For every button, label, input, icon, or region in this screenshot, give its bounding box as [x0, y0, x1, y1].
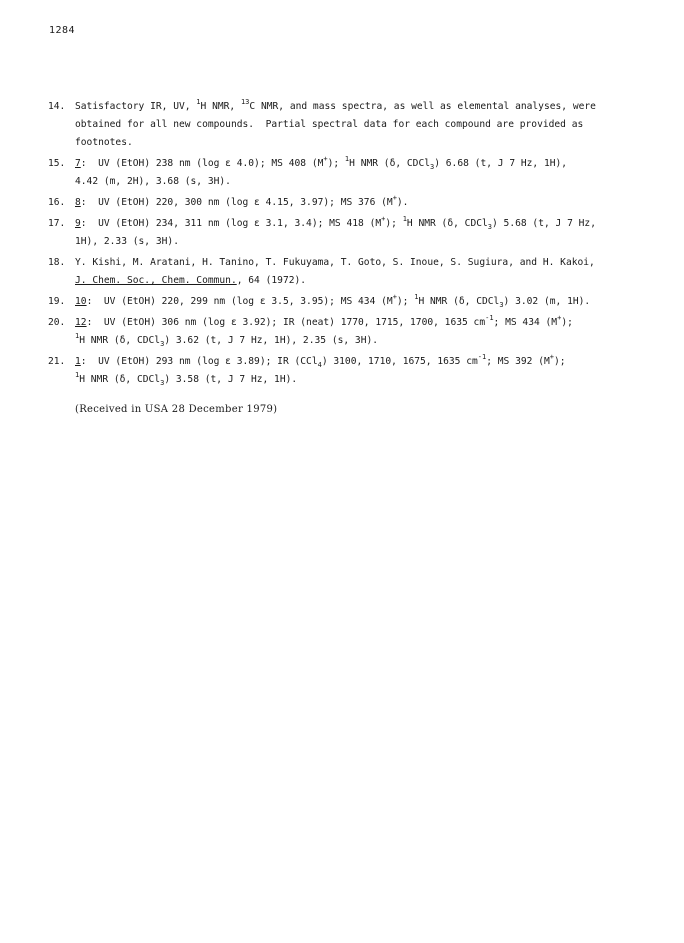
footnote-line: Y. Kishi, M. Aratani, H. Tanino, T. Fukuyama, T. Goto, S. Inoue, S. Sugiura, and H. Kakoi,: [75, 257, 595, 268]
footnote-text: [75, 194, 648, 212]
footnote-number: 20.: [48, 317, 66, 328]
footnote-list: [48, 98, 648, 392]
footnote: [48, 98, 648, 152]
footnote-line: $^1$H NMR (δ, CDCl$_3$) 3.58 (t, J 7 Hz, 1H).: [75, 371, 298, 387]
footnote-number: 19.: [48, 296, 66, 307]
footnote: [48, 314, 648, 350]
received-date: (Received in USA 28 December 1979): [75, 404, 278, 415]
footnote-line: 10: UV (EtOH) 220, 299 nm (log ε 3.5, 3.95); MS 434 (M+); $^1$H NMR (δ, CDCl$_3$) 3.02 (m, 1H).: [75, 293, 591, 309]
footnote: [48, 194, 648, 212]
footnote-number: 15.: [48, 158, 66, 169]
footnote-line: 9: UV (EtOH) 234, 311 nm (log ε 3.1, 3.4); MS 418 (M+); $^1$H NMR (δ, CDCl$_3$) 5.68 (t, J 7 Hz,: [75, 215, 596, 231]
footnote-line: 7: UV (EtOH) 238 nm (log ε 4.0); MS 408 (M+); $^1$H NMR (δ, CDCl$_3$) 6.68 (t, J 7 Hz, 1H),: [75, 155, 568, 171]
footnote: [48, 215, 648, 251]
footnote-number: 14.: [48, 101, 66, 112]
footnote-line: 12: UV (EtOH) 306 nm (log ε 3.92); IR (neat) 1770, 1715, 1700, 1635 $cm^{-1}$; MS 434 (M+);: [75, 314, 573, 328]
footnote-number: 17.: [48, 218, 66, 229]
footnote: [48, 293, 648, 311]
footnote-text: [75, 98, 648, 152]
footnote-text: [75, 314, 648, 350]
footnote-text: [75, 155, 648, 191]
footnote-text: [75, 293, 648, 311]
footnote-line: 4.42 (m, 2H), 3.68 (s, 3H).: [75, 176, 231, 187]
footnote-text: [75, 353, 648, 389]
footnote-text: [75, 215, 648, 251]
footnote-line: 8: UV (EtOH) 220, 300 nm (log ε 4.15, 3.97); MS 376 (M+).: [75, 194, 409, 208]
footnote-line: obtained for all new compounds. Partial spectral data for each compound are provided as: [75, 119, 584, 130]
footnote-line: J. Chem. Soc., Chem. Commun., 64 (1972).: [75, 275, 307, 286]
footnote-line: 1H), 2.33 (s, 3H).: [75, 236, 179, 247]
page-number: 1284: [49, 25, 76, 36]
footnote-line: Satisfactory IR, UV, $^1$H NMR, $^{13}$C NMR, and mass spectra, as well as elemental analyses, were: [75, 98, 596, 112]
footnote-number: 21.: [48, 356, 66, 367]
footnote: [48, 353, 648, 389]
footnote-number: 18.: [48, 257, 66, 268]
footnote: [48, 155, 648, 191]
footnote-text: [75, 254, 648, 290]
footnote: [48, 254, 648, 290]
footnote-number: 16.: [48, 197, 66, 208]
footnote-line: footnotes.: [75, 137, 133, 148]
footnote-line: 1: UV (EtOH) 293 nm (log ε 3.89); IR (CCl$_4$) 3100, 1710, 1675, 1635 $cm^{-1}$; MS 392 (M+);: [75, 353, 566, 369]
footnote-line: $^1$H NMR (δ, CDCl$_3$) 3.62 (t, J 7 Hz, 1H), 2.35 (s, 3H).: [75, 332, 379, 348]
